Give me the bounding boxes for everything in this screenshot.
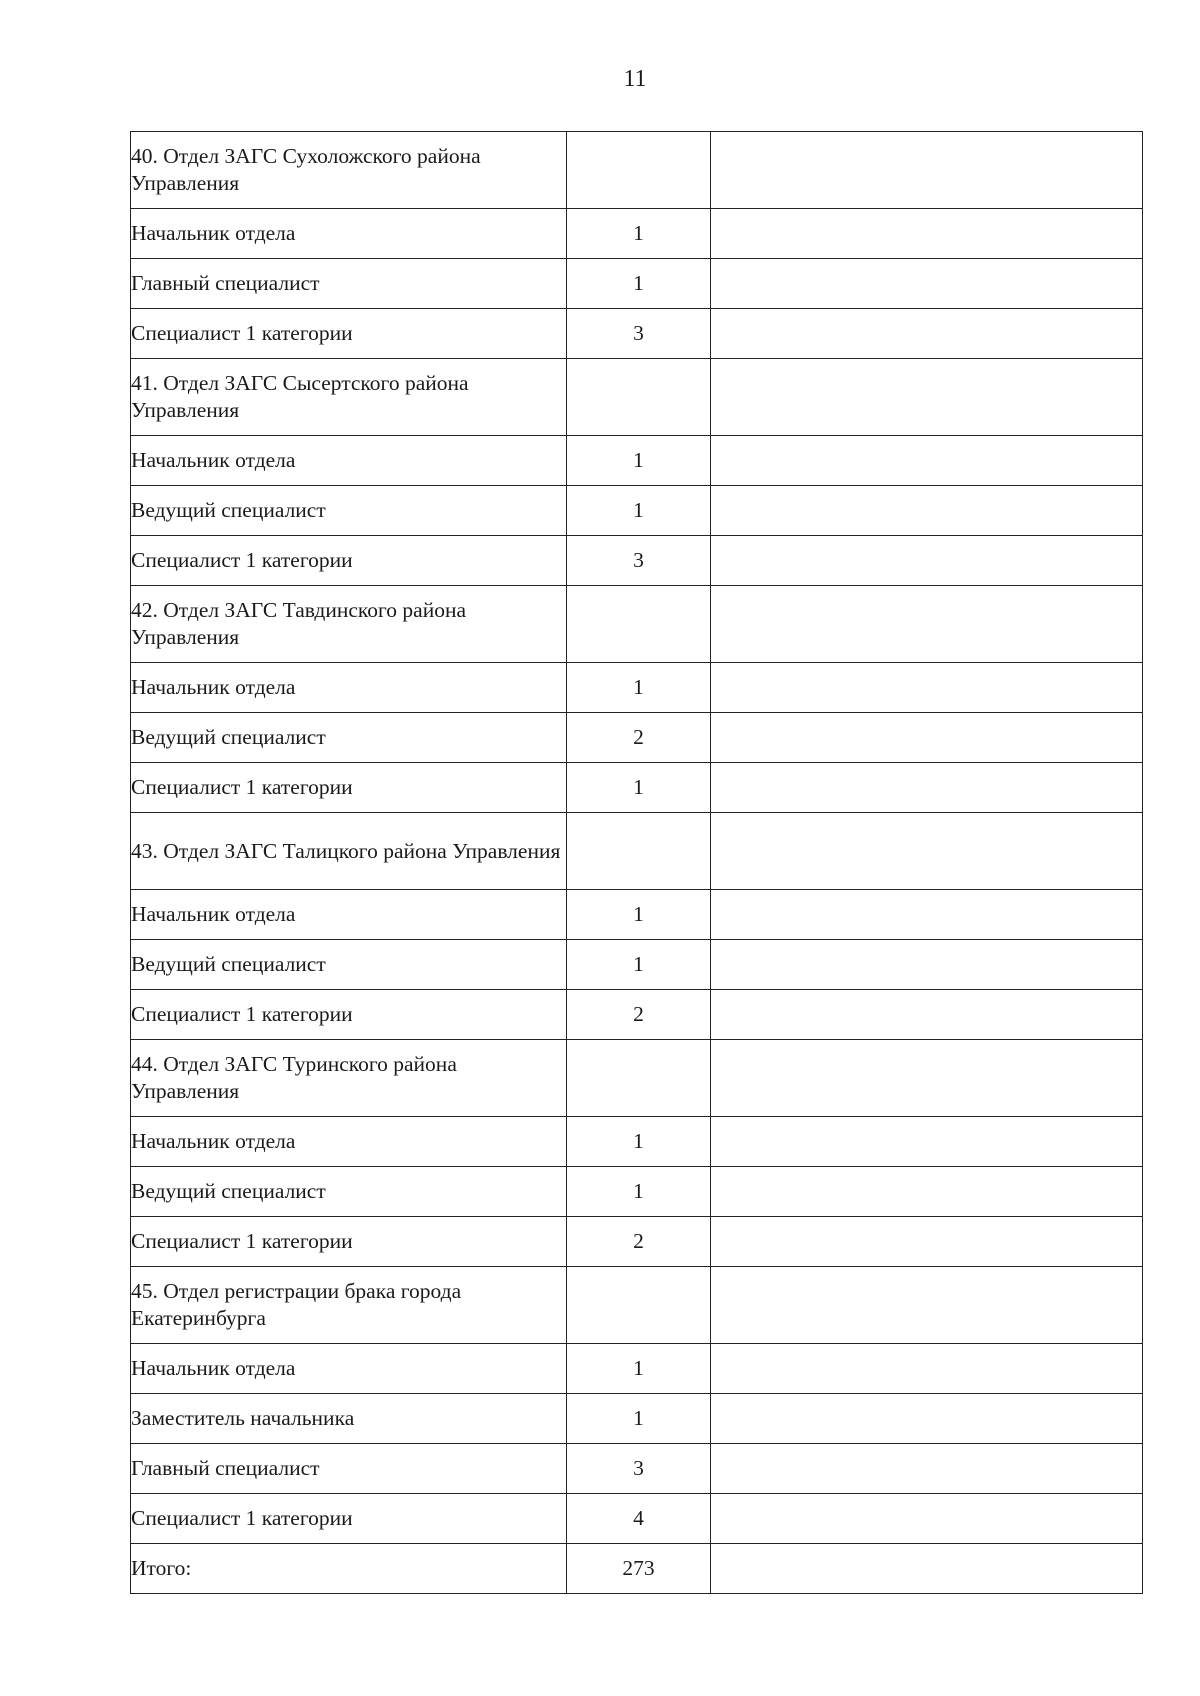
position-row-label: Начальник отдела [131,209,567,259]
position-row-label: Специалист 1 категории [131,309,567,359]
position-row-empty-cell [711,763,1143,813]
department-header-row-label: 40. Отдел ЗАГС Сухоложского района Управления [131,132,567,209]
position-row-label: Начальник отдела [131,1117,567,1167]
position-row [131,486,1143,536]
position-row-count: 1 [567,486,711,536]
department-header-row [131,1267,1143,1344]
position-row-label: Специалист 1 категории [131,536,567,586]
position-row-label: Заместитель начальника [131,1394,567,1444]
department-header-row-label: 43. Отдел ЗАГС Талицкого района Управления [131,813,567,890]
position-row-count: 2 [567,990,711,1040]
position-row-count: 1 [567,1344,711,1394]
position-row-empty-cell [711,436,1143,486]
position-row-label: Ведущий специалист [131,940,567,990]
position-row-count: 1 [567,763,711,813]
department-header-row-empty-cell [711,1267,1143,1344]
department-header-row-label: 41. Отдел ЗАГС Сысертского района Управления [131,359,567,436]
position-row-label: Специалист 1 категории [131,1494,567,1544]
position-row [131,309,1143,359]
department-header-row-empty-cell [711,813,1143,890]
position-row-label: Начальник отдела [131,890,567,940]
position-row [131,1444,1143,1494]
position-row [131,1217,1143,1267]
position-row-count: 1 [567,259,711,309]
position-row [131,990,1143,1040]
position-row-label: Специалист 1 категории [131,1217,567,1267]
position-row [131,940,1143,990]
department-header-row [131,1040,1143,1117]
position-row-count: 1 [567,1117,711,1167]
position-row [131,713,1143,763]
department-header-row-empty-cell [711,586,1143,663]
department-header-row-count [567,813,711,890]
position-row [131,436,1143,486]
position-row [131,209,1143,259]
position-row [131,1167,1143,1217]
department-header-row-label: 44. Отдел ЗАГС Туринского района Управления [131,1040,567,1117]
department-header-row-empty-cell [711,132,1143,209]
position-row-label: Главный специалист [131,259,567,309]
position-row-empty-cell [711,536,1143,586]
position-row-count: 3 [567,1444,711,1494]
department-header-row-label: 42. Отдел ЗАГС Тавдинского района Управления [131,586,567,663]
position-row [131,1394,1143,1444]
position-row [131,1344,1143,1394]
total-row-empty-cell [711,1544,1143,1594]
position-row-count: 2 [567,1217,711,1267]
position-row-label: Главный специалист [131,1444,567,1494]
position-row-count: 3 [567,536,711,586]
position-row-empty-cell [711,890,1143,940]
department-header-row [131,813,1143,890]
position-row-empty-cell [711,663,1143,713]
position-row [131,259,1143,309]
position-row-count: 1 [567,1394,711,1444]
department-header-row-count [567,1040,711,1117]
total-row-count: 273 [567,1544,711,1594]
position-row [131,536,1143,586]
position-row [131,763,1143,813]
position-row-empty-cell [711,1444,1143,1494]
position-row [131,890,1143,940]
position-row-empty-cell [711,990,1143,1040]
position-row [131,1494,1143,1544]
position-row-label: Ведущий специалист [131,486,567,536]
department-header-row [131,132,1143,209]
department-header-row-empty-cell [711,359,1143,436]
position-row-label: Ведущий специалист [131,1167,567,1217]
position-row-empty-cell [711,259,1143,309]
department-header-row-count [567,359,711,436]
staffing-table-body [131,132,1143,1594]
position-row-count: 1 [567,209,711,259]
position-row-empty-cell [711,940,1143,990]
position-row [131,1117,1143,1167]
position-row-count: 1 [567,940,711,990]
department-header-row [131,359,1143,436]
position-row-label: Специалист 1 категории [131,990,567,1040]
department-header-row-count [567,586,711,663]
department-header-row-empty-cell [711,1040,1143,1117]
position-row-empty-cell [711,486,1143,536]
position-row-empty-cell [711,1167,1143,1217]
position-row-empty-cell [711,1217,1143,1267]
position-row-empty-cell [711,1394,1143,1444]
position-row-count: 1 [567,663,711,713]
position-row-empty-cell [711,1494,1143,1544]
position-row-label: Начальник отдела [131,663,567,713]
position-row-count: 2 [567,713,711,763]
total-row [131,1544,1143,1594]
position-row-label: Специалист 1 категории [131,763,567,813]
total-row-label: Итого: [131,1544,567,1594]
position-row-empty-cell [711,309,1143,359]
staffing-table [130,131,1143,1594]
position-row [131,663,1143,713]
position-row-label: Начальник отдела [131,1344,567,1394]
position-row-count: 1 [567,436,711,486]
department-header-row-count [567,1267,711,1344]
page-number: 11 [623,66,647,92]
position-row-empty-cell [711,713,1143,763]
position-row-count: 4 [567,1494,711,1544]
position-row-empty-cell [711,209,1143,259]
position-row-label: Ведущий специалист [131,713,567,763]
department-header-row [131,586,1143,663]
department-header-row-label: 45. Отдел регистрации брака города Екатеринбурга [131,1267,567,1344]
position-row-label: Начальник отдела [131,436,567,486]
position-row-empty-cell [711,1344,1143,1394]
position-row-count: 1 [567,890,711,940]
position-row-count: 1 [567,1167,711,1217]
department-header-row-count [567,132,711,209]
position-row-empty-cell [711,1117,1143,1167]
position-row-count: 3 [567,309,711,359]
